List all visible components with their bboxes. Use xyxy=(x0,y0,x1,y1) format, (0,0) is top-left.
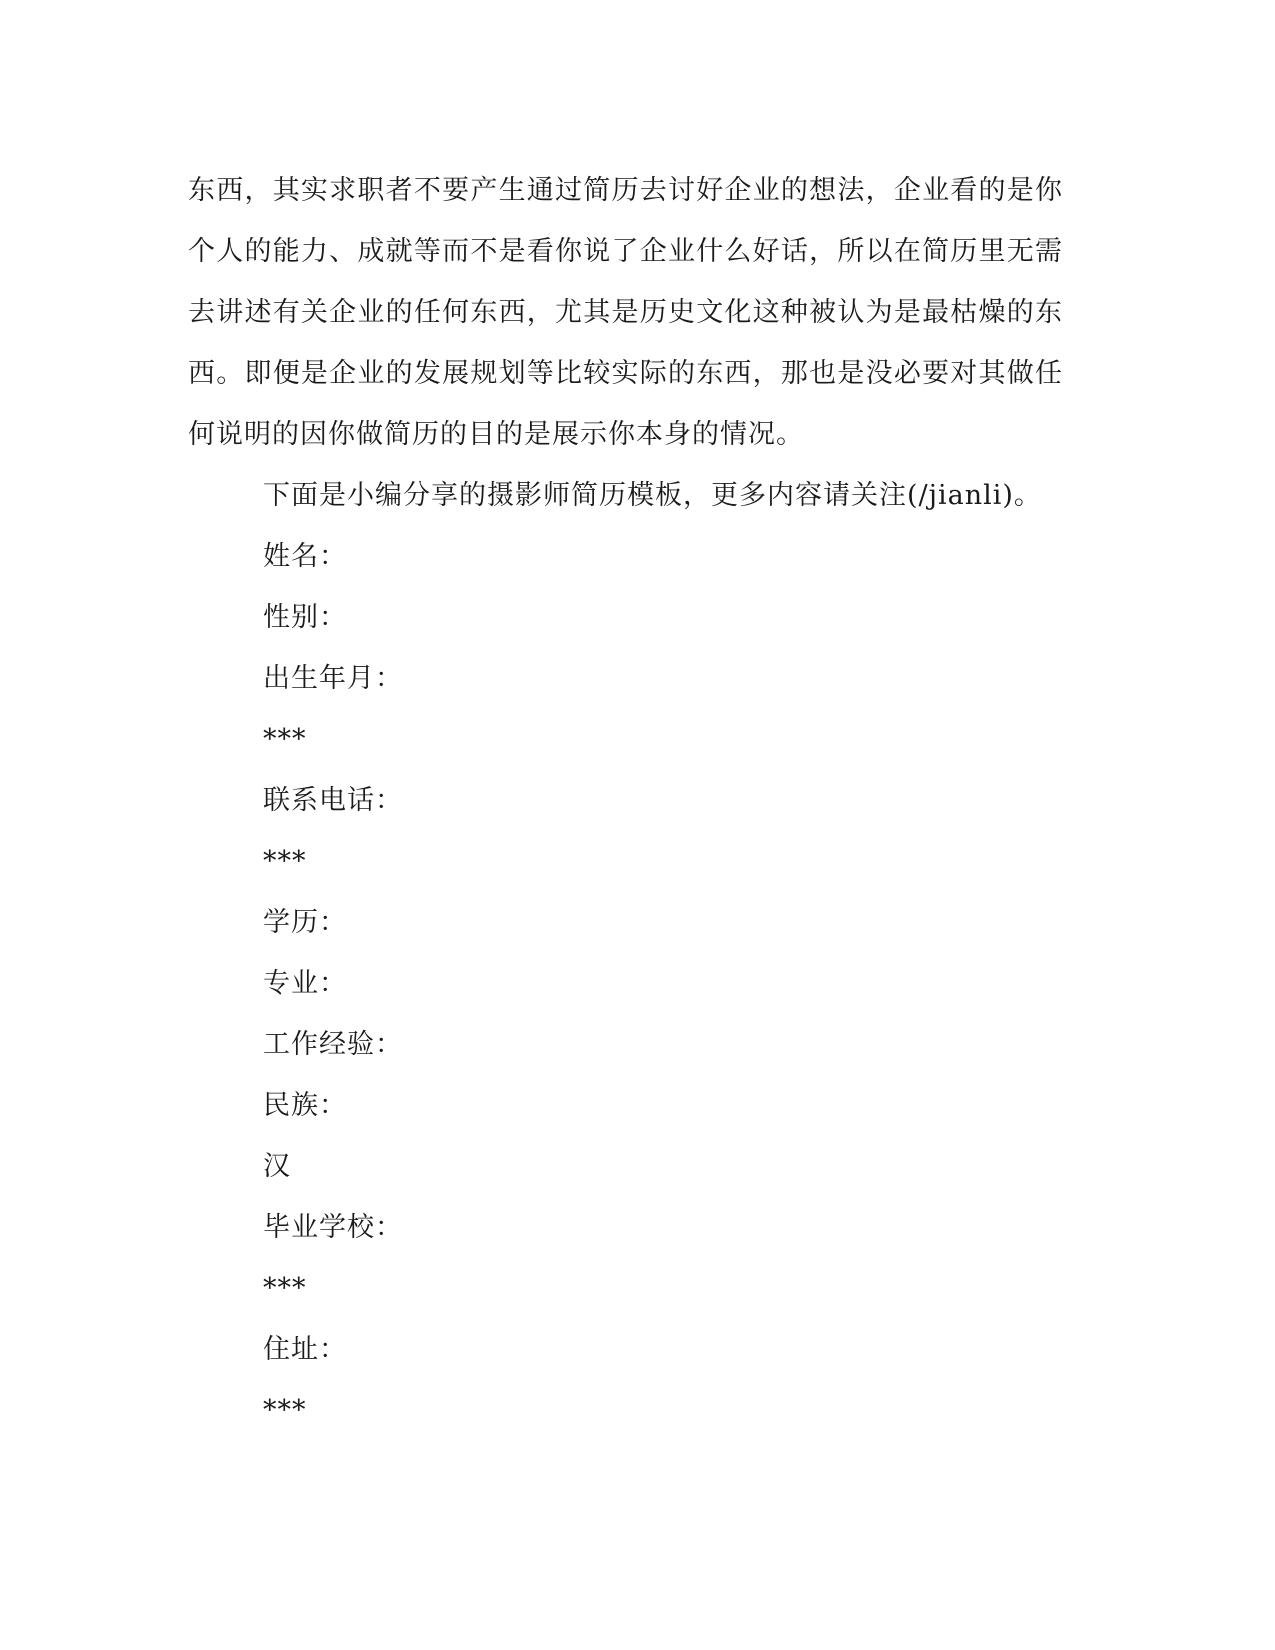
major-label: 专业： xyxy=(263,968,347,999)
address-label: 住址： xyxy=(263,1334,347,1365)
intro-line: 下面是小编分享的摄影师简历模板，更多内容请关注(/jianli)。 xyxy=(263,480,1042,511)
address-value: *** xyxy=(263,1395,307,1426)
education-label: 学历： xyxy=(263,907,347,938)
body-paragraph: 东西，其实求职者不要产生通过简历去讨好企业的想法，企业看的是你个人的能力、成就等而不是看你说了企业什么好话，所以在简历里无需去讲述有关企业的任何东西，尤其是历史文化这种被认为是最枯燥的东西。即便是企业的发展规划等比较实际的东西，那也是没必要对其做任何说明的因你做简历的目的是展示你本身的情况。 xyxy=(188,175,1063,450)
birth-value: *** xyxy=(263,724,307,755)
name-label: 姓名： xyxy=(263,541,347,572)
birth-label: 出生年月： xyxy=(263,663,403,694)
experience-label: 工作经验： xyxy=(263,1029,403,1060)
ethnicity-value: 汉 xyxy=(263,1151,291,1182)
phone-label: 联系电话： xyxy=(263,785,403,816)
phone-value: *** xyxy=(263,846,307,877)
ethnicity-label: 民族： xyxy=(263,1090,347,1121)
school-label: 毕业学校： xyxy=(263,1212,403,1243)
school-value: *** xyxy=(263,1273,307,1304)
gender-label: 性别： xyxy=(263,602,347,633)
